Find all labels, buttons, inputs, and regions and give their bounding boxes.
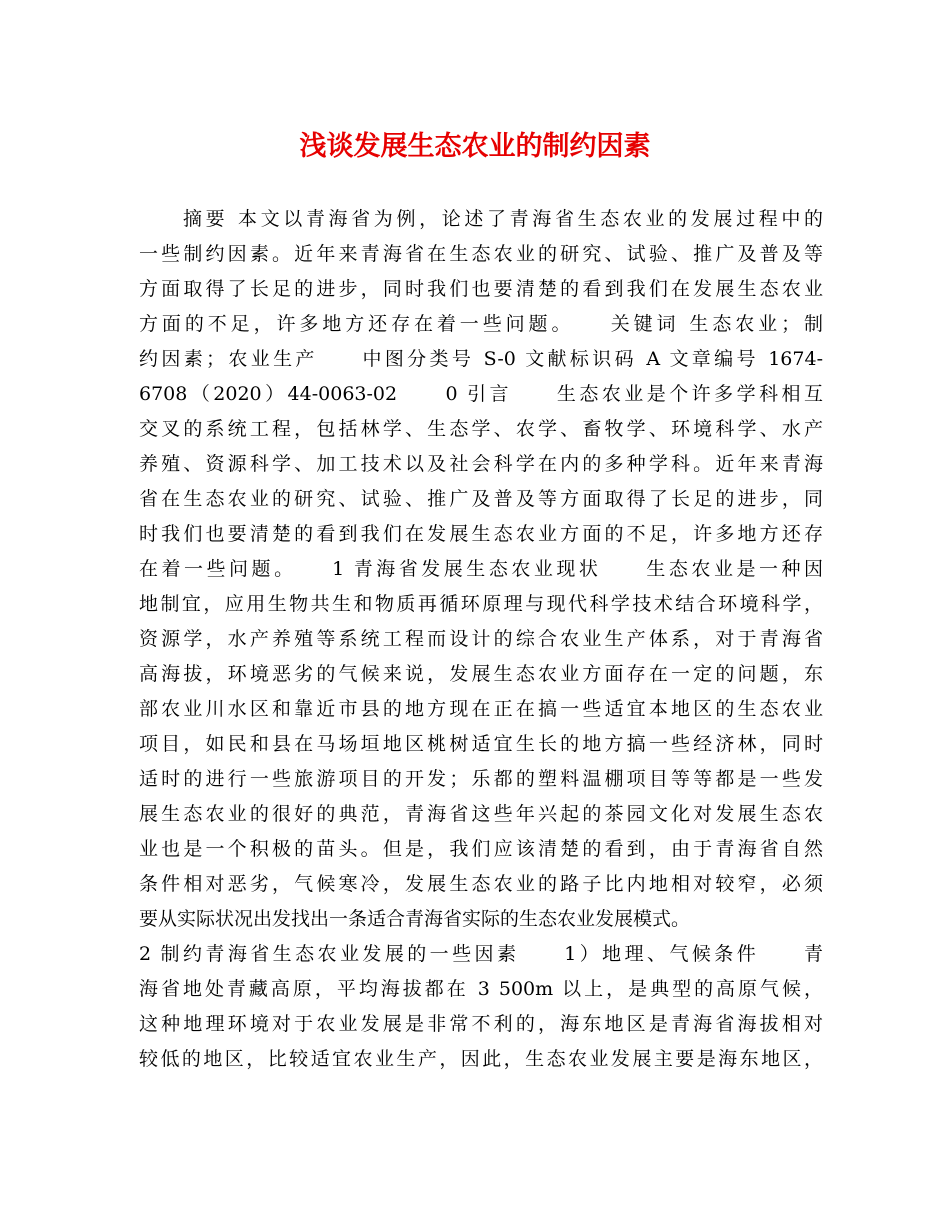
paragraph-line: 摘要 本文以青海省为例，论述了青海省生态农业的发展过程中的 [183,208,823,230]
paragraph-line: 省在生态农业的研究、试验、推广及普及等方面取得了长足的进步，同 [139,488,823,510]
paragraph-line: 交叉的系统工程，包括林学、生态学、农学、畜牧学、环境科学、水产 [139,418,823,440]
document-title: 浅谈发展生态农业的制约因素 [299,131,651,162]
paragraph-line: 这种地理环境对于农业发展是非常不利的，海东地区是青海省海拔相对 [139,1013,823,1035]
paragraph-line: 部农业川水区和靠近市县的地方现在正在搞一些适宜本地区的生态农业 [139,698,823,720]
paragraph-line: 高海拔，环境恶劣的气候来说，发展生态农业方面存在一定的问题，东 [139,663,823,685]
paragraph-line: 约因素；农业生产 中图分类号 S-0 文献标识码 A 文章编号 1674- [139,348,823,370]
paragraph-line: 地制宜，应用生物共生和物质再循环原理与现代科学技术结合环境科学， [139,593,823,615]
paragraph-line: 方面的不足，许多地方还存在着一些问题。 关键词 生态农业；制 [139,313,823,335]
paragraph-line: 海省地处青藏高原，平均海拔都在 3 500m 以上，是典型的高原气候， [139,978,823,1000]
paragraph-line: 业也是一个积极的苗头。但是，我们应该清楚的看到，由于青海省自然 [139,838,823,860]
paragraph-line: 适时的进行一些旅游项目的开发；乐都的塑料温棚项目等等都是一些发 [139,768,823,790]
paragraph-line: 在着一些问题。 1 青海省发展生态农业现状 生态农业是一种因 [139,558,823,580]
paragraph-line: 较低的地区，比较适宜农业生产，因此，生态农业发展主要是海东地区， [139,1048,823,1070]
paragraph-line: 条件相对恶劣，气候寒冷，发展生态农业的路子比内地相对较窄，必须 [139,873,823,895]
paragraph-line: 一些制约因素。近年来青海省在生态农业的研究、试验、推广及普及等 [139,243,823,265]
paragraph-line: 2 制约青海省生态农业发展的一些因素 1）地理、气候条件 青 [139,943,823,965]
paragraph-line: 要从实际状况出发找出一条适合青海省实际的生态农业发展模式。 [139,908,691,930]
paragraph-line: 资源学，水产养殖等系统工程而设计的综合农业生产体系，对于青海省 [139,628,823,650]
document-body [139,202,823,1077]
paragraph-line: 6708（2020）44-0063-02 0 引言 生态农业是个许多学科相互 [139,383,823,405]
paragraph-line: 养殖、资源科学、加工技术以及社会科学在内的多种学科。近年来青海 [139,453,823,475]
paragraph-line: 展生态农业的很好的典范，青海省这些年兴起的茶园文化对发展生态农 [139,803,823,825]
paragraph-line: 方面取得了长足的进步，同时我们也要清楚的看到我们在发展生态农业 [139,278,823,300]
paragraph-line: 时我们也要清楚的看到我们在发展生态农业方面的不足，许多地方还存 [139,523,823,545]
paragraph-line: 项目，如民和县在马场垣地区桃树适宜生长的地方搞一些经济林，同时 [139,733,823,755]
